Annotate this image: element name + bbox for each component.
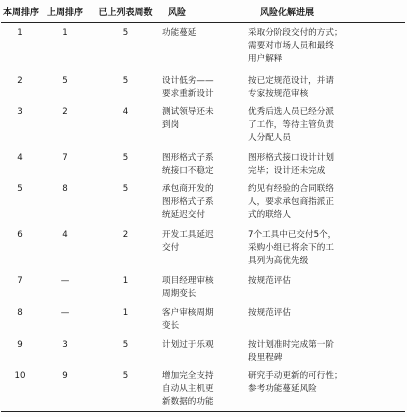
cell-last-week-rank: 8 (62, 183, 68, 194)
cell-risk: 功能蔓延 (162, 28, 197, 38)
cell-progress: 采取分阶段交付的方式； 需要对市场人员和最终 用户解释 (248, 28, 343, 64)
cell-progress: 优秀后选人员已经分派 了工作，等待主管负责 人分配人员 (248, 106, 334, 143)
table-row (1, 102, 405, 148)
cell-weeks-listed: 5 (122, 152, 129, 163)
cell-weeks-listed: 4 (122, 106, 129, 117)
cell-weeks-listed: 5 (122, 339, 129, 350)
risk-list-table (1, 0, 405, 412)
table-row (1, 148, 405, 179)
cell-progress: 7个工具中已交付5个， 采购小组已将余下的工 具列为高优先级 (248, 229, 337, 266)
cell-last-week-rank: — (60, 307, 70, 318)
cell-risk: 开发工具延迟 交付 (162, 229, 214, 253)
cell-this-week-rank: 10 (1, 366, 39, 412)
cell-this-week-rank: 7 (17, 275, 23, 286)
header-row (1, 0, 405, 23)
cell-this-week-rank: 2 (17, 75, 23, 86)
table-row (1, 335, 405, 366)
cell-weeks-listed: 5 (91, 366, 160, 412)
cell-this-week-rank: 6 (17, 229, 23, 240)
table-body (1, 23, 405, 412)
table-row (1, 271, 405, 303)
table-row (1, 303, 405, 335)
cell-risk: 设计低劣—— 要求重新设计 (162, 75, 214, 99)
cell-progress: 研究手动更新的可行性； 参考功能蔓延风险 (246, 366, 405, 412)
cell-weeks-listed: 1 (122, 307, 129, 318)
cell-this-week-rank: 9 (17, 339, 23, 350)
cell-risk: 项目经理审核 周期变长 (162, 275, 214, 299)
cell-last-week-rank: 1 (62, 28, 68, 38)
header-risk: 风险 (160, 0, 246, 23)
cell-last-week-rank: — (60, 275, 70, 286)
cell-weeks-listed: 1 (122, 275, 129, 286)
cell-risk: 图形格式子系 统接口不稳定 (162, 152, 214, 176)
cell-progress: 图形格式接口设计计划 完毕；设计还未完成 (248, 152, 334, 176)
table-row (1, 366, 405, 412)
table-row (1, 179, 405, 225)
cell-risk: 测试领导还未 到岗 (162, 106, 214, 130)
cell-this-week-rank: 8 (17, 307, 23, 318)
cell-progress: 按计划准时完成第一阶 段里程碑 (248, 339, 334, 363)
cell-weeks-listed: 5 (122, 28, 129, 38)
cell-last-week-rank: 3 (62, 339, 68, 350)
table-row (1, 71, 405, 102)
cell-progress: 按规范评估 (248, 307, 291, 318)
cell-progress: 约见有经验的合同联络 人，要求承包商指派正 式的联络人 (248, 183, 334, 220)
cell-risk: 增加完全支持 自动从主机更 新数据的功能 (160, 366, 246, 412)
cell-last-week-rank: 7 (62, 152, 68, 163)
table-header (1, 0, 405, 23)
cell-weeks-listed: 2 (122, 229, 129, 240)
table-row (1, 225, 405, 271)
cell-risk: 客户审核周期 变长 (162, 307, 214, 331)
cell-this-week-rank: 4 (17, 152, 23, 163)
cell-weeks-listed: 5 (122, 75, 129, 86)
cell-this-week-rank: 3 (17, 106, 23, 117)
header-this-week-rank: 本周排序 (1, 0, 39, 23)
cell-progress: 按规范评估 (248, 275, 291, 286)
cell-this-week-rank: 5 (17, 183, 23, 194)
header-last-week-rank: 上周排序 (39, 0, 91, 23)
header-progress: 风险化解进展 (246, 0, 405, 23)
cell-progress: 按已定规范设计，并请 专家按规范审核 (248, 75, 334, 99)
cell-weeks-listed: 5 (122, 183, 129, 194)
table-row (1, 23, 405, 71)
cell-last-week-rank: 2 (62, 106, 68, 117)
header-weeks-listed: 已上列表周数 (91, 0, 160, 23)
cell-last-week-rank: 4 (62, 229, 68, 240)
cell-this-week-rank: 1 (17, 28, 23, 38)
cell-last-week-rank: 5 (62, 75, 68, 86)
cell-risk: 计划过于乐观 (162, 339, 214, 350)
cell-last-week-rank: 9 (39, 366, 91, 412)
cell-risk: 承包商开发的 图形格式子系 统延迟交付 (162, 183, 214, 220)
